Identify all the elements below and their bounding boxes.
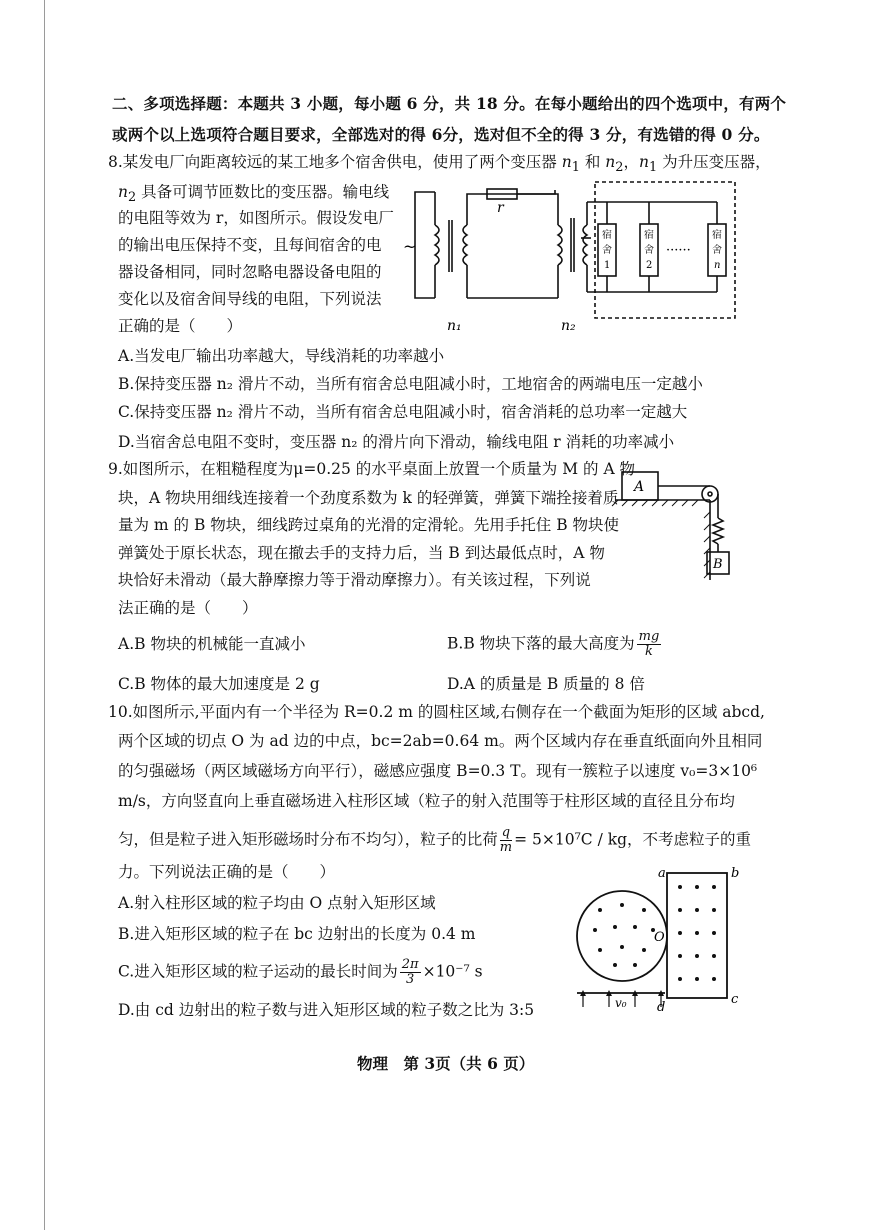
n2-label: n₂ bbox=[561, 318, 576, 334]
point-o-label: O bbox=[654, 930, 665, 945]
q10-stem-line1: 10.如图所示,平面内有一个半径为 R=0.2 m 的圆柱区域,右侧存在一个截面为矩形的区域 abcd, bbox=[108, 703, 765, 721]
dorm-ellipsis: ······ bbox=[666, 243, 691, 258]
q10-option-c: C.进入矩形区域的粒子运动的最长时间为 $\frac{2\pi}{3}$ ×10⁻⁷ s bbox=[118, 957, 483, 987]
q9-stem-line1: 9.如图所示，在粗糙程度为μ=0.25 的水平桌面上放置一个质量为 M 的 A 物 bbox=[108, 460, 636, 478]
section-heading-line1: 二、多项选择题：本题共 3 小题，每小题 6 分，共 18 分。在每小题给出的四个选项中，有两个 bbox=[112, 94, 787, 113]
q8-stem-line1: 8.某发电厂向距离较远的某工地多个宿舍供电，使用了两个变压器 $n_1$ 和 $n_2$，$n_1$ 为升压变压器， bbox=[108, 153, 771, 176]
q8-option-a: A.当发电厂输出功率越大，导线消耗的功率越小 bbox=[118, 347, 445, 365]
page-footer: 物理 第 3页（共 6 页） bbox=[357, 1054, 535, 1073]
dorm2-char1: 宿 bbox=[644, 230, 654, 241]
q10-option-b: B.进入矩形区域的粒子在 bc 边射出的长度为 0.4 m bbox=[118, 925, 476, 943]
q9-pulley-figure bbox=[610, 462, 750, 584]
q10-stem-line6: 力。下列说法正确的是（ ） bbox=[118, 863, 336, 881]
resistor-r-label: r bbox=[497, 200, 504, 216]
q8-option-b: B.保持变压器 n₂ 滑片不动，当所有宿舍总电阻减小时，工地宿舍的两端电压一定越小 bbox=[118, 375, 703, 393]
section-heading-line2: 或两个以上选项符合题目要求，全部选对的得 6分，选对但不全的得 3 分，有选错的得 0 分。 bbox=[112, 125, 770, 144]
q9-stem-line6: 法正确的是（ ） bbox=[118, 599, 258, 617]
corner-d-label: d bbox=[657, 1000, 666, 1015]
ac-source-symbol: ~ bbox=[403, 237, 417, 256]
q9-stem-line4: 弹簧处于原长状态，现在撤去手的支持力后，当 B 到达最低点时，A 物 bbox=[118, 544, 605, 562]
dorm1-char3: 1 bbox=[604, 260, 611, 271]
dormn-char3: n bbox=[714, 260, 721, 271]
dorm1-char1: 宿 bbox=[602, 230, 612, 241]
q9-option-d: D.A 的质量是 B 质量的 8 倍 bbox=[447, 675, 645, 693]
velocity-v0-label: v₀ bbox=[615, 996, 627, 1010]
dorm1-char2: 舍 bbox=[602, 245, 612, 256]
q10-stem-line5: 匀，但是粒子进入矩形磁场时分布不均匀），粒子的比荷 $\frac{q}{m}$ = 5×10⁷C / kg，不考虑粒子的重 bbox=[118, 825, 752, 855]
q10-stem-line2: 两个区域的切点 O 为 ad 边的中点，bc=2ab=0.64 m。两个区域内存在垂直纸面向外且相同 bbox=[118, 732, 763, 750]
q8-stem-line2: $n_2$ 具备可调节匝数比的变压器。输电线 bbox=[118, 183, 390, 206]
q9-stem-line2: 块，A 物块用细线连接着一个劲度系数为 k 的轻弹簧，弹簧下端拴接着质 bbox=[118, 489, 619, 507]
q8-stem-line4: 的输出电压保持不变，且每间宿舍的电 bbox=[118, 236, 382, 254]
q8-stem-line5: 器设备相同，同时忽略电器设备电阻的 bbox=[118, 263, 382, 281]
q9-option-a: A.B 物块的机械能一直减小 bbox=[118, 635, 306, 653]
q9-option-b: B.B 物块下落的最大高度为 $\frac{mg}{k}$ bbox=[447, 629, 660, 659]
q8-stem-line7: 正确的是（ ） bbox=[118, 317, 243, 335]
q8-option-d: D.当宿舍总电阻不变时，变压器 n₂ 的滑片向下滑动，输线电阻 r 消耗的功率减小 bbox=[118, 433, 675, 451]
q8-circuit-figure bbox=[395, 180, 745, 340]
corner-a-label: a bbox=[658, 866, 666, 881]
q10-stem-line3: 的匀强磁场（两区域磁场方向平行），磁感应强度 B=0.3 T。现有一簇粒子以速度 v₀=3×10⁶ bbox=[118, 762, 758, 780]
corner-b-label: b bbox=[731, 866, 740, 881]
q9-stem-line3: 量为 m 的 B 物块，细线跨过桌角的光滑的定滑轮。先用手托住 B 物块使 bbox=[118, 516, 620, 534]
q8-stem-line3: 的电阻等效为 r，如图所示。假设发电厂 bbox=[118, 209, 394, 227]
page-margin-line bbox=[44, 0, 45, 1230]
q10-option-d: D.由 cd 边射出的粒子数与进入矩形区域的粒子数之比为 3:5 bbox=[118, 1001, 535, 1019]
dorm2-char3: 2 bbox=[646, 260, 653, 271]
n1-label: n₁ bbox=[447, 318, 462, 334]
q8-stem-line6: 变化以及宿舍间导线的电阻，下列说法 bbox=[118, 290, 382, 308]
q8-option-c: C.保持变压器 n₂ 滑片不动，当所有宿舍总电阻减小时，宿舍消耗的总功率一定越大 bbox=[118, 403, 688, 421]
q9-stem-line5: 块恰好未滑动（最大静摩擦力等于滑动摩擦力）。有关该过程，下列说 bbox=[118, 571, 591, 589]
dormn-char2: 舍 bbox=[712, 245, 722, 256]
block-a-label: A bbox=[634, 479, 645, 495]
dorm2-char2: 舍 bbox=[644, 245, 654, 256]
dormn-char1: 宿 bbox=[712, 230, 722, 241]
q10-stem-line4: m/s，方向竖直向上垂直磁场进入柱形区域（粒子的射入范围等于柱形区域的直径且分布均 bbox=[118, 792, 735, 810]
block-b-label: B bbox=[713, 557, 723, 572]
corner-c-label: c bbox=[731, 992, 739, 1007]
q10-magnetic-field-figure bbox=[575, 865, 750, 1015]
q10-option-a: A.射入柱形区域的粒子均由 O 点射入矩形区域 bbox=[118, 894, 436, 912]
q9-option-c: C.B 物体的最大加速度是 2 g bbox=[118, 675, 320, 693]
